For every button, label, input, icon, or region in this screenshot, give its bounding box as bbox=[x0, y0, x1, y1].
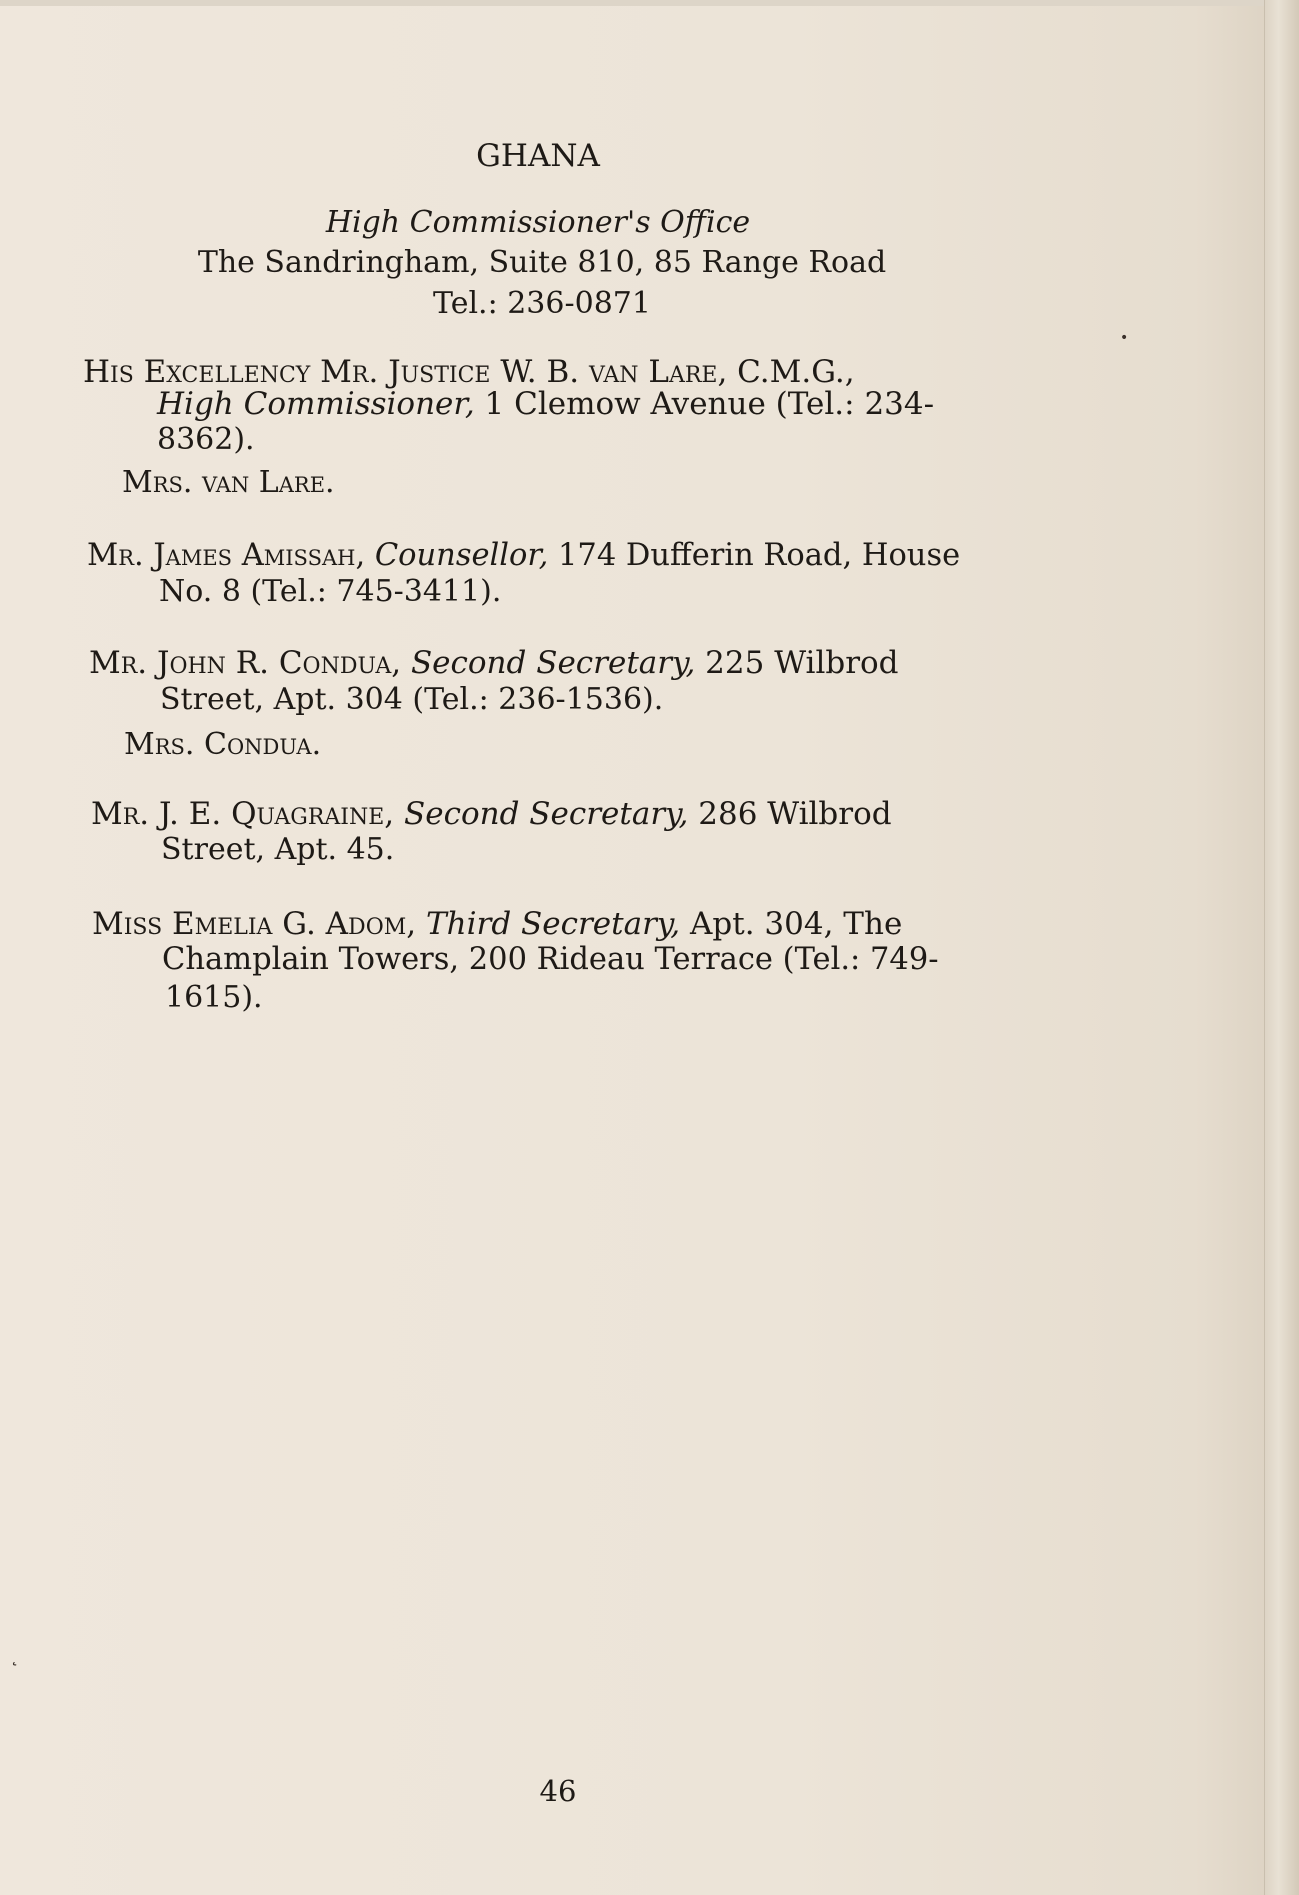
entry-5-line-1 bbox=[92, 906, 902, 942]
entry-3-address: 225 Wilbrod bbox=[695, 645, 899, 681]
entry-3-line-2: Street, Apt. 304 (Tel.: 236-1536). bbox=[160, 682, 664, 717]
office-address: The Sandringham, Suite 810, 85 Range Road bbox=[197, 245, 887, 280]
entry-1-name: His Excellency Mr. Justice W. B. van Lare, C.M.G., bbox=[83, 354, 855, 390]
entry-3-title: Second Secretary, bbox=[410, 645, 696, 681]
entry-5-line-3: 1615). bbox=[165, 980, 263, 1015]
entry-4-line-2: Street, Apt. 45. bbox=[161, 832, 395, 867]
entry-4-name: Mr. J. E. Quagraine, bbox=[91, 796, 395, 832]
entry-5-name: Miss Emelia G. Adom, bbox=[92, 906, 417, 942]
office-heading: High Commissioner's Office bbox=[325, 205, 751, 240]
page-number: 46 bbox=[539, 1774, 577, 1808]
entry-3-line-1 bbox=[89, 645, 899, 681]
entry-5-address: Apt. 304, The bbox=[680, 906, 903, 942]
entry-2-line-1 bbox=[87, 538, 960, 574]
entry-5-line-2: Champlain Towers, 200 Rideau Terrace (Tel.: 749- bbox=[162, 942, 939, 977]
entry-1-line-3: 8362). bbox=[157, 422, 255, 457]
entry-1-line-2 bbox=[157, 386, 934, 422]
entry-4-title: Second Secretary, bbox=[404, 796, 689, 832]
entry-3-name: Mr. John R. Condua, bbox=[89, 645, 402, 681]
office-telephone: Tel.: 236-0871 bbox=[433, 286, 651, 321]
entry-4-address: 286 Wilbrod bbox=[688, 796, 892, 832]
entry-4-line-1 bbox=[91, 796, 892, 832]
entry-1-title: High Commissioner, bbox=[157, 386, 475, 422]
entry-2-address: 174 Dufferin Road, House bbox=[548, 538, 961, 573]
page-right-edge bbox=[1264, 0, 1299, 1895]
entry-2-title: Counsellor, bbox=[374, 538, 549, 573]
entry-2-name: Mr. James Amissah, bbox=[87, 538, 366, 573]
entry-3-spouse: Mrs. Condua. bbox=[124, 727, 322, 762]
entry-2-line-2: No. 8 (Tel.: 745-3411). bbox=[159, 574, 502, 609]
entry-1-spouse: Mrs. van Lare. bbox=[122, 465, 335, 500]
ink-speck-mark: ˛ bbox=[10, 1646, 19, 1667]
entry-5-title: Third Secretary, bbox=[425, 906, 681, 942]
country-heading: GHANA bbox=[476, 138, 600, 174]
ink-speck-mark: • bbox=[1120, 330, 1129, 346]
entry-1-address: 1 Clemow Avenue (Tel.: 234- bbox=[474, 386, 935, 422]
